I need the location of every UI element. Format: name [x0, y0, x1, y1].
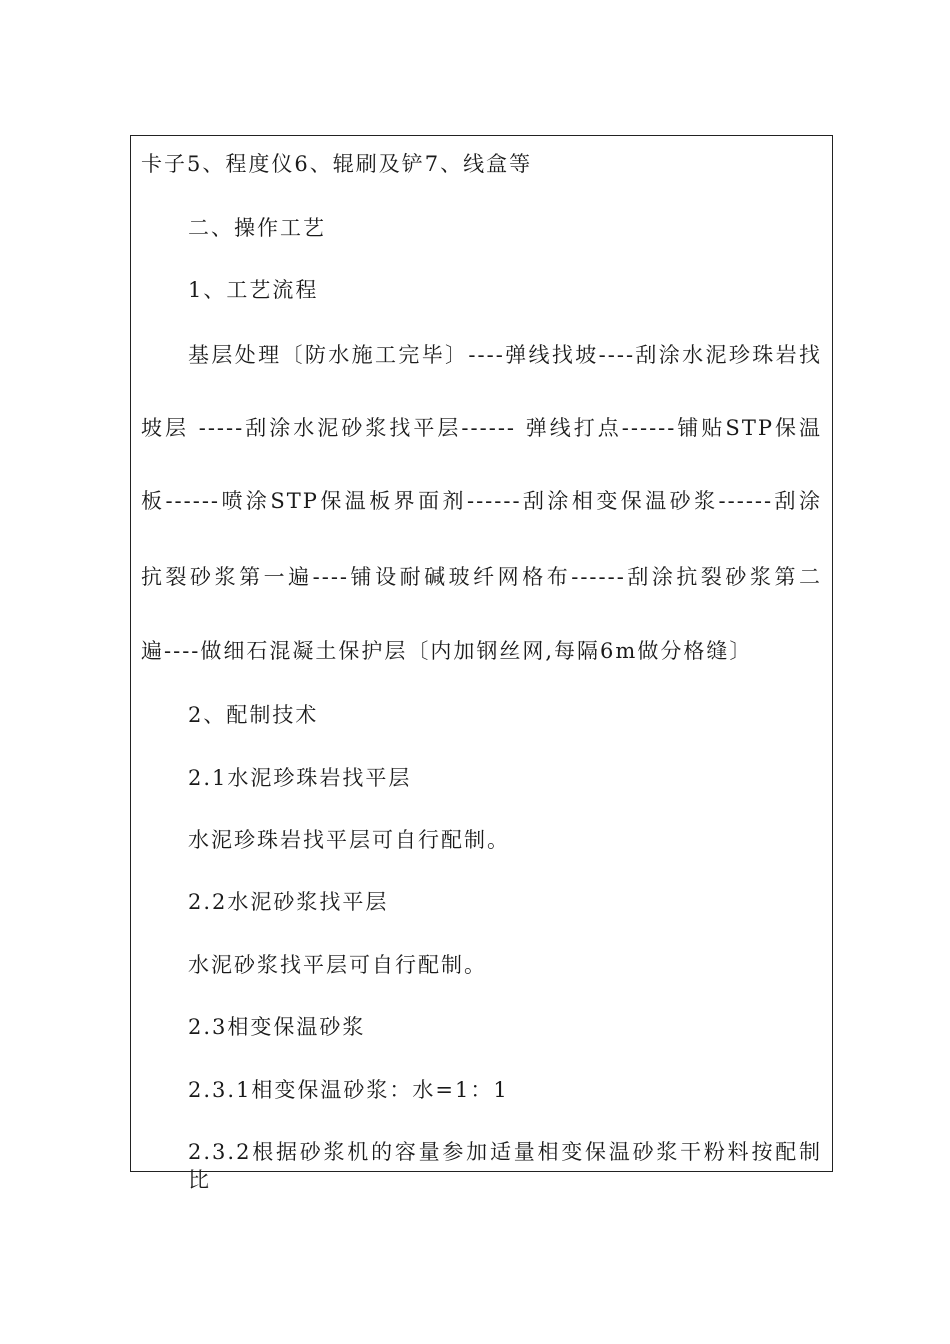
- subsection-heading-process-flow: 1、工艺流程: [188, 278, 319, 302]
- paragraph-line-flow-2: 坡层 -----刮涂水泥砂浆找平层------ 弹线打点------铺贴STP保温: [141, 416, 822, 440]
- document-frame: [130, 135, 833, 1192]
- paragraph-line-flow-1: 基层处理〔防水施工完毕〕----弹线找坡----刮涂水泥珍珠岩找: [188, 343, 822, 367]
- text-line-2-1-body: 水泥珍珠岩找平层可自行配制。: [188, 828, 510, 852]
- paragraph-line-flow-5: 遍----做细石混凝土保护层〔内加钢丝网,每隔6m做分格缝〕: [141, 639, 753, 663]
- section-heading-operation-process: 二、操作工艺: [188, 216, 326, 240]
- subsection-heading-2-3: 2.3相变保温砂浆: [188, 1015, 366, 1039]
- subsection-heading-2-3-1: 2.3.1相变保温砂浆：水=1：1: [188, 1078, 509, 1102]
- subsection-heading-2-2: 2.2水泥砂浆找平层: [188, 890, 389, 914]
- text-line-2-2-body: 水泥砂浆找平层可自行配制。: [188, 953, 487, 977]
- paragraph-line-flow-4: 抗裂砂浆第一遍----铺设耐碱玻纤网格布------刮涂抗裂砂浆第二: [141, 565, 822, 589]
- subsection-heading-2-1: 2.1水泥珍珠岩找平层: [188, 766, 412, 790]
- text-line-2-3-2: 2.3.2根据砂浆机的容量参加适量相变保温砂浆干粉料按配制比: [188, 1140, 822, 1192]
- subsection-heading-mixing-technique: 2、配制技术: [188, 703, 319, 727]
- paragraph-line-flow-3: 板------喷涂STP保温板界面剂------刮涂相变保温砂浆------刮涂: [141, 489, 822, 513]
- text-line-tools-list: 卡子5、程度仪6、辊刷及铲7、线盒等: [141, 152, 533, 176]
